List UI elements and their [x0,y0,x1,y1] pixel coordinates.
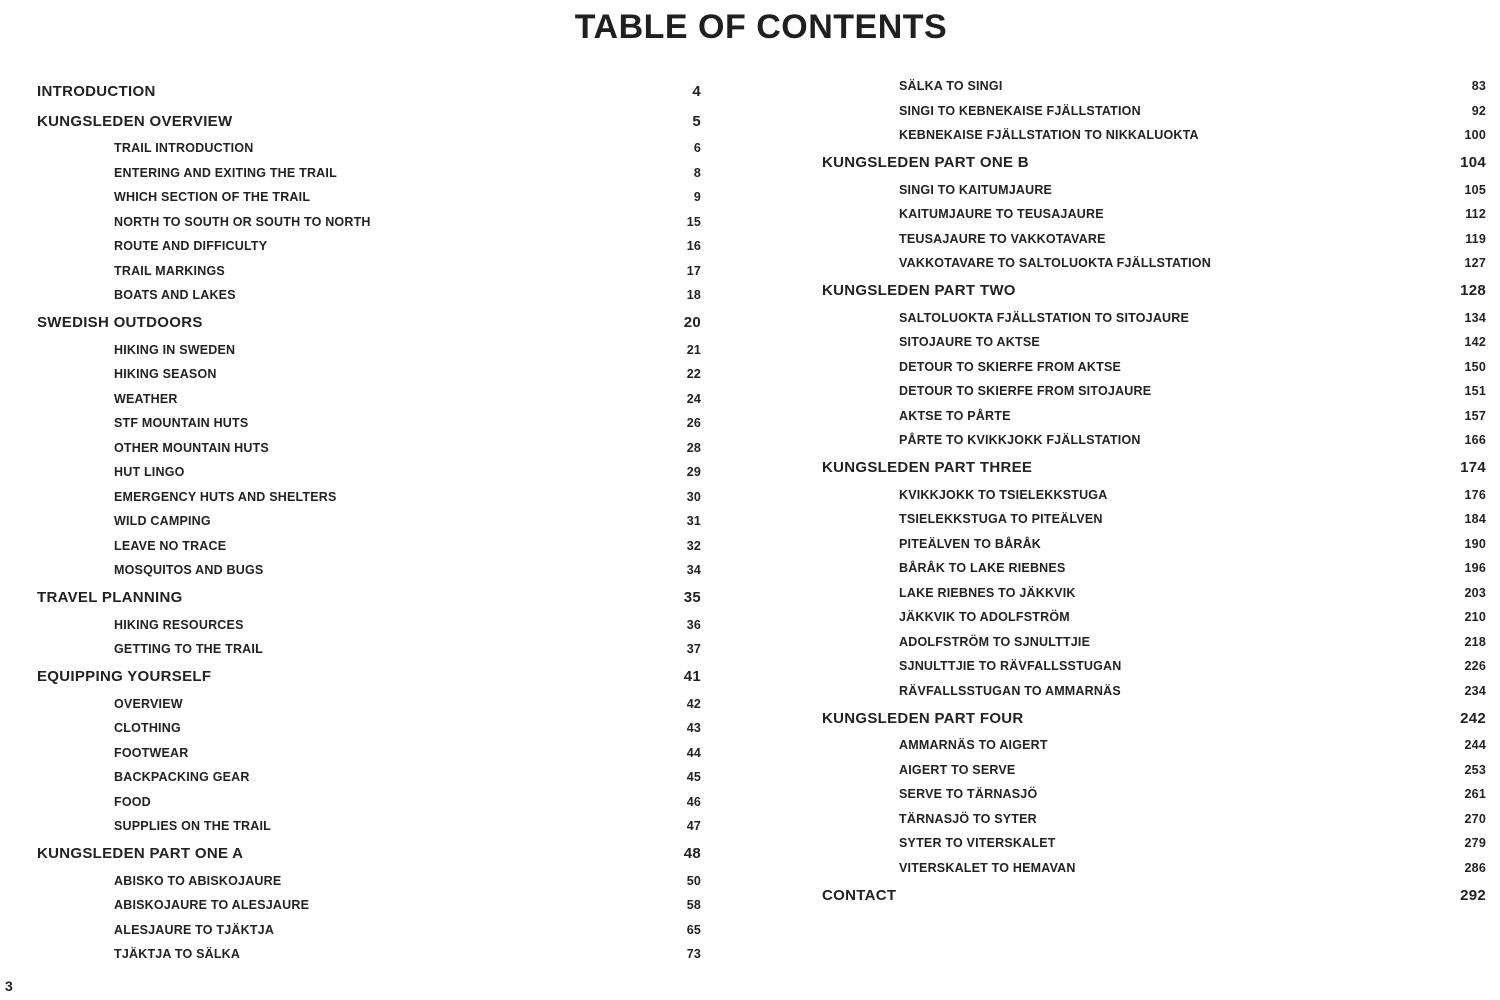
toc-entry-title: RÄVFALLSSTUGAN TO AMMARNÄS [899,683,1121,698]
toc-page-number: 16 [686,239,701,254]
toc-page-number: 105 [1464,182,1486,197]
toc-page-number: 6 [693,141,701,156]
toc-page-number: 45 [686,770,701,785]
toc-entry-title: ABISKOJAURE TO ALESJAURE [114,898,310,913]
toc-page-number: 119 [1465,231,1486,246]
toc-entry-title: OTHER MOUNTAIN HUTS [114,440,269,455]
toc-page-number: 50 [686,873,701,888]
toc-section-title: KUNGSLEDEN PART FOUR [822,709,1024,727]
toc-entry-title: SUPPLIES ON THE TRAIL [114,819,271,834]
toc-entry-row[interactable] [822,123,1486,148]
toc-entry-row[interactable] [37,918,701,943]
toc-page-number: 48 [683,845,701,862]
toc-entry-row[interactable] [822,330,1486,355]
toc-entry-row[interactable] [822,605,1486,630]
toc-section-row[interactable] [822,453,1486,483]
toc-page-number: 270 [1464,811,1486,826]
toc-page-number: 42 [686,696,701,711]
toc-section-title: KUNGSLEDEN PART THREE [822,459,1033,476]
toc-entry-title: WEATHER [114,391,178,406]
toc-entry-row[interactable] [37,362,701,387]
toc-entry-title: NORTH TO SOUTH OR SOUTH TO NORTH [114,214,371,229]
toc-entry-title: VAKKOTAVARE TO SALTOLUOKTA FJÄLLSTATION [899,256,1211,271]
toc-entry-title: SERVE TO TÄRNASJÖ [899,787,1038,802]
toc-entry-row[interactable] [37,741,701,766]
toc-entry-row[interactable] [37,210,701,235]
toc-entry-row[interactable] [822,556,1486,581]
toc-entry-row[interactable] [37,259,701,284]
toc-entry-title: TÄRNASJÖ TO SYTER [899,811,1037,826]
toc-entry-row[interactable] [37,765,701,790]
toc-entry-title: TSIELEKKSTUGA TO PITEÄLVEN [899,512,1103,527]
toc-entry-title: SINGI TO KEBNEKAISE FJÄLLSTATION [899,103,1141,118]
toc-page-number: 279 [1464,836,1486,851]
toc-section-title: KUNGSLEDEN PART TWO [822,282,1016,299]
toc-entry-row[interactable] [822,202,1486,227]
toc-page-number: 29 [686,465,701,480]
toc-entry-row[interactable] [822,483,1486,508]
toc-page-number: 34 [686,563,701,578]
toc-entry-row[interactable] [37,814,701,839]
toc-entry-title: LAKE RIEBNES TO JÄKKVIK [899,585,1076,600]
toc-left-column [37,76,701,967]
toc-page-number: 184 [1464,512,1486,527]
page-title: TABLE OF CONTENTS [574,8,948,46]
toc-entry-row[interactable] [37,534,701,559]
toc-entry-title: SÄLKA TO SINGI [899,79,1003,94]
toc-entry-row[interactable] [822,782,1486,807]
toc-entry-row[interactable] [37,387,701,412]
toc-entry-title: SINGI TO KAITUMJAURE [899,182,1053,197]
toc-section-row[interactable] [37,308,701,338]
toc-page-number: 4 [692,82,701,100]
toc-entry-title: ROUTE AND DIFFICULTY [114,239,268,254]
toc-entry-row[interactable] [37,338,701,363]
toc-page-number: 174 [1460,459,1486,476]
toc-entry-row[interactable] [37,790,701,815]
toc-entry-title: VITERSKALET TO HEMAVAN [899,860,1076,875]
toc-entry-title: ABISKO TO ABISKOJAURE [114,873,282,888]
toc-entry-row[interactable] [822,404,1486,429]
toc-entry-title: AIGERT TO SERVE [899,762,1016,777]
toc-entry-row[interactable] [822,251,1486,276]
toc-entry-row[interactable] [822,507,1486,532]
toc-page-number: 83 [1471,79,1486,94]
toc-section-row[interactable] [822,276,1486,306]
toc-right-column [822,74,1486,910]
toc-entry-row[interactable] [37,613,701,638]
toc-page-number: 157 [1464,408,1486,423]
toc-entry-title: BOATS AND LAKES [114,288,236,303]
toc-page-number: 41 [683,668,701,685]
toc-page-number: 242 [1460,709,1486,727]
toc-page-number: 203 [1464,585,1486,600]
toc-page-number: 286 [1464,860,1486,875]
toc-section-row[interactable] [822,148,1486,178]
toc-section-row[interactable] [37,106,701,136]
toc-entry-row[interactable] [822,532,1486,557]
toc-section-title: KUNGSLEDEN OVERVIEW [37,112,233,130]
toc-page-number: 112 [1465,207,1486,222]
toc-entry-row[interactable] [37,485,701,510]
toc-entry-row[interactable] [822,679,1486,704]
toc-page-number: 9 [693,190,701,205]
toc-page-number: 46 [686,794,701,809]
toc-entry-title: LEAVE NO TRACE [114,538,227,553]
toc-page-number: 8 [693,165,701,180]
toc-entry-row[interactable] [37,436,701,461]
toc-page-number: 31 [686,514,701,529]
toc-section-row[interactable] [37,839,701,869]
toc-entry-title: AKTSE TO PÅRTE [899,408,1011,423]
toc-entry-title: KVIKKJOKK TO TSIELEKKSTUGA [899,487,1108,502]
toc-page-number: 190 [1464,536,1486,551]
toc-page-number: 65 [686,922,701,937]
toc-entry-row[interactable] [37,637,701,662]
toc-entry-title: CLOTHING [114,721,181,736]
toc-page-number: 166 [1464,433,1486,448]
toc-entry-title: WILD CAMPING [114,514,211,529]
toc-section-row[interactable] [822,880,1486,910]
toc-entry-row[interactable] [37,283,701,308]
toc-entry-row[interactable] [822,733,1486,758]
toc-page-number: 20 [683,314,701,331]
toc-entry-row[interactable] [37,869,701,894]
toc-page-number: 28 [686,440,701,455]
toc-page-number: 210 [1464,610,1486,625]
toc-page-number: 150 [1464,359,1486,374]
toc-entry-row[interactable] [37,234,701,259]
toc-entry-title: TRAIL MARKINGS [114,263,225,278]
toc-entry-row[interactable] [37,460,701,485]
toc-page-number: 44 [686,745,701,760]
toc-entry-title: SJNULTTJIE TO RÄVFALLSSTUGAN [899,659,1122,674]
page-number: 3 [5,978,13,994]
toc-entry-title: SITOJAURE TO AKTSE [899,335,1040,350]
toc-page-number: 21 [686,342,701,357]
toc-entry-title: TRAIL INTRODUCTION [114,141,254,156]
toc-page-number: 142 [1464,335,1486,350]
toc-entry-row[interactable] [822,379,1486,404]
toc-entry-title: OVERVIEW [114,696,183,711]
toc-entry-title: AMMARNÄS TO AIGERT [899,738,1048,753]
toc-page-number: 127 [1464,256,1486,271]
toc-page-number: 92 [1471,103,1486,118]
toc-entry-row[interactable] [37,509,701,534]
toc-entry-row[interactable] [822,630,1486,655]
toc-entry-title: KEBNEKAISE FJÄLLSTATION TO NIKKALUOKTA [899,128,1199,143]
toc-section-title: TRAVEL PLANNING [37,589,183,606]
toc-page-number: 58 [686,898,701,913]
toc-page-number: 244 [1464,738,1486,753]
toc-page-number: 226 [1464,659,1486,674]
toc-page-number: 151 [1464,384,1486,399]
toc-entry-title: HIKING IN SWEDEN [114,342,236,357]
toc-entry-title: ADOLFSTRÖM TO SJNULTTJIE [899,634,1091,649]
toc-entry-title: ENTERING AND EXITING THE TRAIL [114,165,337,180]
toc-entry-title: SALTOLUOKTA FJÄLLSTATION TO SITOJAURE [899,310,1190,325]
toc-entry-row[interactable] [37,136,701,161]
toc-entry-title: FOOTWEAR [114,745,189,760]
toc-page-number: 73 [686,947,701,962]
toc-section-row[interactable] [822,703,1486,733]
toc-entry-title: MOSQUITOS AND BUGS [114,563,264,578]
toc-page-number: 22 [686,367,701,382]
toc-entry-title: TEUSAJAURE TO VAKKOTAVARE [899,231,1106,246]
toc-page-number: 30 [686,489,701,504]
toc-page-number: 292 [1460,886,1486,904]
toc-entry-title: SYTER TO VITERSKALET [899,836,1056,851]
toc-entry-title: DETOUR TO SKIERFE FROM SITOJAURE [899,384,1152,399]
toc-entry-row[interactable] [37,893,701,918]
toc-page-number: 196 [1464,561,1486,576]
toc-page-number: 5 [692,112,701,130]
toc-entry-row[interactable] [822,581,1486,606]
toc-entry-title: GETTING TO THE TRAIL [114,642,263,657]
toc-entry-row[interactable] [822,758,1486,783]
toc-entry-row[interactable] [822,74,1486,99]
toc-entry-row[interactable] [822,856,1486,881]
toc-entry-row[interactable] [37,558,701,583]
toc-page-number: 32 [686,538,701,553]
toc-entry-title: ALESJAURE TO TJÄKTJA [114,922,275,937]
toc-section-title: KUNGSLEDEN PART ONE B [822,154,1029,171]
toc-entry-title: KAITUMJAURE TO TEUSAJAURE [899,207,1104,222]
toc-entry-row[interactable] [37,692,701,717]
toc-entry-row[interactable] [37,185,701,210]
toc-page-number: 15 [686,214,701,229]
toc-page-number: 35 [683,589,701,606]
toc-entry-row[interactable] [822,654,1486,679]
toc-page-number: 47 [686,819,701,834]
toc-page-number: 37 [686,642,701,657]
toc-entry-row[interactable] [37,942,701,967]
toc-page-number: 134 [1464,310,1486,325]
toc-entry-row[interactable] [37,161,701,186]
toc-entry-row[interactable] [37,411,701,436]
toc-page-number: 43 [686,721,701,736]
toc-entry-row[interactable] [822,355,1486,380]
toc-page-number: 17 [686,263,701,278]
toc-page-number: 100 [1464,128,1486,143]
toc-entry-row[interactable] [822,306,1486,331]
toc-entry-title: STF MOUNTAIN HUTS [114,416,249,431]
toc-page-number: 36 [686,617,701,632]
toc-entry-row[interactable] [37,716,701,741]
toc-page-number: 128 [1460,282,1486,299]
toc-entry-row[interactable] [822,99,1486,124]
toc-page-number: 26 [686,416,701,431]
toc-entry-title: FOOD [114,794,151,809]
toc-section-title: SWEDISH OUTDOORS [37,314,203,331]
toc-section-row[interactable] [37,583,701,613]
toc-entry-row[interactable] [822,428,1486,453]
toc-page-number: 104 [1460,154,1486,171]
toc-section-title: EQUIPPING YOURSELF [37,668,212,685]
toc-entry-title: DETOUR TO SKIERFE FROM AKTSE [899,359,1122,374]
toc-section-title: KUNGSLEDEN PART ONE A [37,845,244,862]
toc-entry-title: BÅRÅK TO LAKE RIEBNES [899,561,1066,576]
toc-entry-title: HIKING SEASON [114,367,217,382]
toc-entry-title: TJÄKTJA TO SÄLKA [114,947,241,962]
toc-page-number: 253 [1464,762,1486,777]
toc-entry-row[interactable] [822,807,1486,832]
toc-entry-title: PÅRTE TO KVIKKJOKK FJÄLLSTATION [899,433,1141,448]
toc-page-number: 261 [1464,787,1486,802]
toc-section-title: INTRODUCTION [37,82,156,100]
toc-entry-title: HUT LINGO [114,465,185,480]
toc-entry-title: HIKING RESOURCES [114,617,244,632]
toc-entry-row[interactable] [822,178,1486,203]
toc-section-title: CONTACT [822,886,897,904]
toc-entry-row[interactable] [822,227,1486,252]
toc-page-number: 234 [1464,683,1486,698]
toc-page-number: 18 [686,288,701,303]
toc-section-row[interactable] [37,76,701,106]
toc-entry-title: WHICH SECTION OF THE TRAIL [114,190,311,205]
toc-section-row[interactable] [37,662,701,692]
toc-entry-row[interactable] [822,831,1486,856]
toc-entry-title: EMERGENCY HUTS AND SHELTERS [114,489,337,504]
toc-page-number: 176 [1464,487,1486,502]
toc-page-number: 218 [1464,634,1486,649]
toc-entry-title: BACKPACKING GEAR [114,770,250,785]
toc-entry-title: JÄKKVIK TO ADOLFSTRÖM [899,610,1070,625]
toc-entry-title: PITEÄLVEN TO BÅRÅK [899,536,1042,551]
toc-page-number: 24 [686,391,701,406]
